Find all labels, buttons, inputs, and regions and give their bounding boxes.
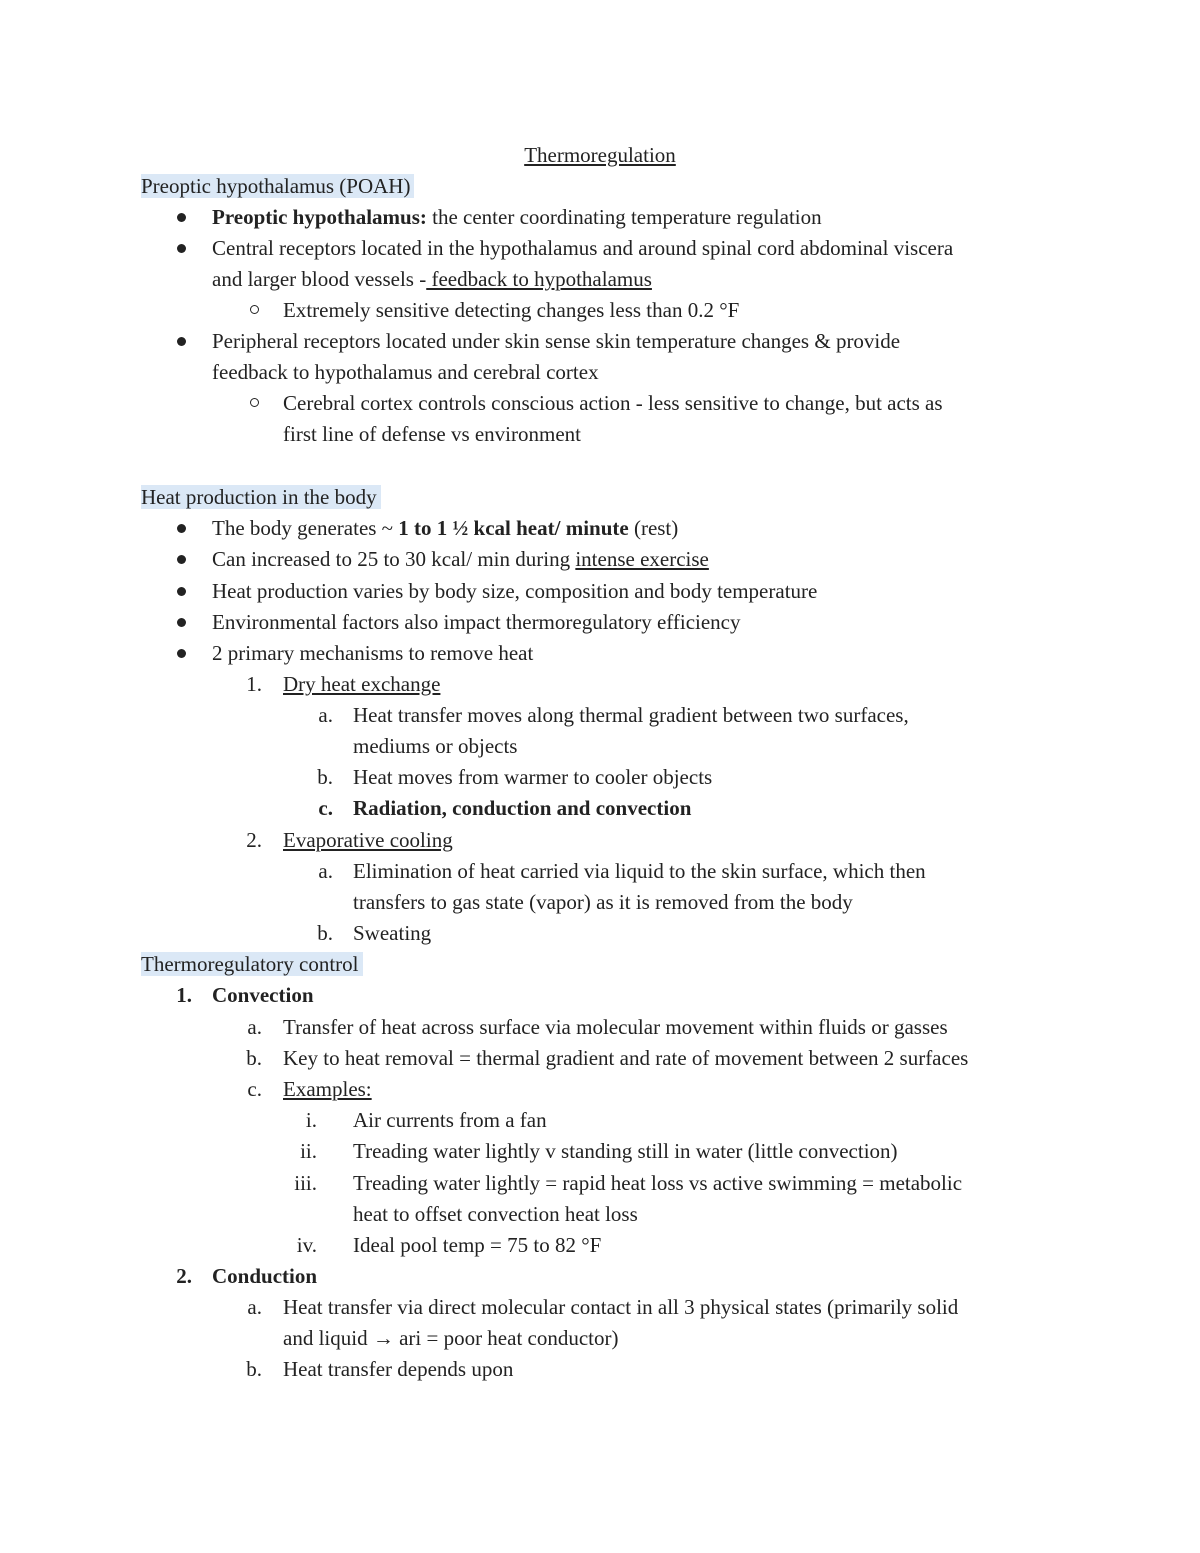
list-item [212,544,709,575]
hollow-bullet-icon [250,398,259,407]
sub-list-item: Cerebral cortex controls conscious action - less sensitive to change, but acts as [283,391,943,415]
numbered-item-label: Convection [212,983,314,1007]
sub-list-item: Extremely sensitive detecting changes less than 0.2 °F [283,298,740,322]
bullet-icon [177,587,186,596]
bullet-icon [177,244,186,253]
heading-highlight: Thermoregulatory control [141,952,363,976]
lettered-item-continuation: transfers to gas state (vapor) as it is removed from the body [353,890,853,914]
bullet-icon [177,524,186,533]
list-letter: c. [247,1077,262,1101]
lettered-item: Sweating [353,921,432,945]
roman-item: Ideal pool temp = 75 to 82 °F [353,1233,602,1257]
list-letter: a. [318,859,333,883]
hollow-bullet-icon [250,305,259,314]
lettered-item: Radiation, conduction and convection [353,796,692,820]
list-letter: a. [247,1015,262,1039]
lettered-item-continuation: and liquid → ari = poor heat conductor) [283,1326,619,1350]
list-letter: a. [247,1295,262,1319]
section-heading-poah [141,171,414,202]
list-letter: b. [317,921,333,945]
list-item: Central receptors located in the hypothalamus and around spinal cord abdominal viscera [212,236,954,260]
bold-term: 1 to 1 ½ kcal heat/ minute [398,516,629,540]
list-item: Peripheral receptors located under skin sense skin temperature changes & provide [212,329,901,353]
roman-item-continuation: heat to offset convection heat loss [353,1202,638,1226]
roman-item: Treading water lightly = rapid heat loss vs active swimming = metabolic [353,1171,963,1195]
list-letter: c. [318,796,333,820]
lettered-item: Heat transfer via direct molecular contact in all 3 physical states (primarily solid [283,1295,959,1319]
lettered-item: Elimination of heat carried via liquid to the skin surface, which then [353,859,926,883]
bullet-icon [177,555,186,564]
item-text: (rest) [628,516,679,540]
list-item-continuation: feedback to hypothalamus and cerebral cortex [212,360,599,384]
roman-numeral: iii. [294,1171,317,1195]
list-letter: a. [318,703,333,727]
lettered-item: Key to heat removal = thermal gradient and rate of movement between 2 surfaces [283,1046,969,1070]
list-item [212,202,822,233]
list-item [212,513,678,544]
section-heading-thermoregulatory-control [141,949,363,980]
item-text: Can increased to 25 to 30 kcal/ min during [212,547,576,571]
list-letter: b. [246,1357,262,1381]
numbered-item-label: Evaporative cooling [283,828,453,852]
bullet-icon [177,337,186,346]
list-letter: b. [317,765,333,789]
page-title: Thermoregulation [524,143,676,167]
bullet-icon [177,213,186,222]
numbered-item-label: Conduction [212,1264,318,1288]
list-item: Heat production varies by body size, composition and body temperature [212,579,818,603]
roman-item: Air currents from a fan [353,1108,547,1132]
list-number: 1. [246,672,262,696]
bullet-icon [177,649,186,658]
lettered-item-continuation: mediums or objects [353,734,518,758]
lettered-item: Heat moves from warmer to cooler objects [353,765,713,789]
item-text: the center coordinating temperature regulation [426,205,822,229]
sub-list-item-continuation: first line of defense vs environment [283,422,581,446]
bold-term: Preoptic hypothalamus: [212,205,427,229]
list-letter: b. [246,1046,262,1070]
roman-numeral: i. [305,1108,317,1132]
list-number: 2. [176,1264,192,1288]
list-number: 1. [176,983,192,1007]
lettered-item: Transfer of heat across surface via molecular movement within fluids or gasses [283,1015,948,1039]
numbered-item-label: Dry heat exchange [283,672,441,696]
roman-item: Treading water lightly v standing still in water (little convection) [353,1139,898,1163]
list-item-continuation [212,264,652,295]
lettered-item: Examples: [283,1077,372,1101]
section-heading-heat-production [141,482,381,513]
roman-numeral: ii. [300,1139,317,1163]
list-number: 2. [246,828,262,852]
heading-highlight: Preoptic hypothalamus (POAH) [141,174,414,198]
underlined-text: intense exercise [575,547,709,571]
lettered-item: Heat transfer depends upon [283,1357,514,1381]
item-text: The body generates ~ [212,516,399,540]
roman-numeral: iv. [296,1233,317,1257]
item-text: and larger blood vessels - [212,267,427,291]
heading-highlight: Heat production in the body [141,485,381,509]
list-item: Environmental factors also impact thermoregulatory efficiency [212,610,741,634]
list-item: 2 primary mechanisms to remove heat [212,641,534,665]
lettered-item: Heat transfer moves along thermal gradient between two surfaces, [353,703,909,727]
underlined-text: feedback to hypothalamus [426,267,652,291]
bullet-icon [177,618,186,627]
